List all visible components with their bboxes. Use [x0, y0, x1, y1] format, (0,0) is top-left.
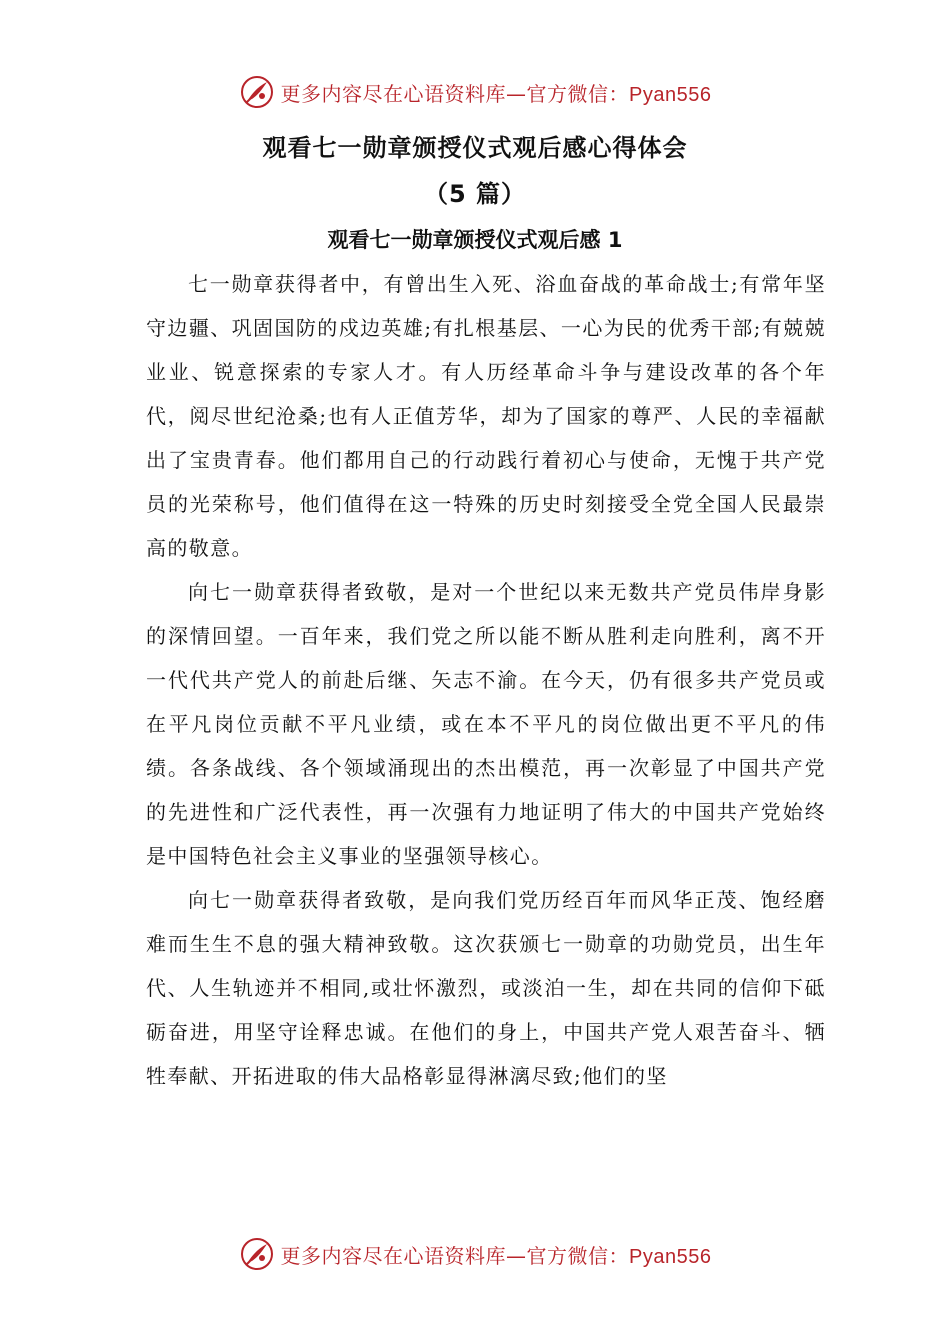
paragraph-2: 向七一勋章获得者致敬，是对一个世纪以来无数共产党员伟岸身影的深情回望。一百年来，我们党之所以能不断从胜利走向胜利，离不开一代代共产党人的前赴后继、矢志不渝。在今天，仍有很多共产党员或在平凡岗位贡献不平凡业绩，或在本不平凡的岗位做出更不平凡的伟绩。各条战线、各个领域涌现出的杰出模范，再一次彰显了中国共产党的先进性和广泛代表性，再一次强有力地证明了伟大的中国共产党始终是中国特色社会主义事业的坚强领导核心。: [146, 580, 826, 868]
quill-logo-icon: [239, 1236, 275, 1272]
header-wechat-id: Pyan556: [629, 83, 712, 106]
quill-logo-icon: [239, 74, 275, 110]
footer-wechat-id: Pyan556: [629, 1245, 712, 1268]
section-title: 观看七一勋章颁授仪式观后感 1: [327, 228, 623, 252]
document-body: [146, 262, 826, 1098]
footer-banner-text: 更多内容尽在心语资料库—官方微信：Pyan556: [280, 1243, 712, 1268]
paragraph-1: 七一勋章获得者中，有曾出生入死、浴血奋战的革命战士;有常年坚守边疆、巩固国防的戍边英雄;有扎根基层、一心为民的优秀干部;有兢兢业业、锐意探索的专家人才。有人历经革命斗争与建设改革的各个年代，阅尽世纪沧桑;也有人正值芳华，却为了国家的尊严、人民的幸福献出了宝贵青春。他们都用自己的行动践行着初心与使命，无愧于共产党员的光荣称号，他们值得在这一特殊的历史时刻接受全党全国人民最崇高的敬意。: [146, 272, 826, 560]
header-banner-text: 更多内容尽在心语资料库—官方微信：Pyan556: [280, 81, 712, 106]
footer-banner: [0, 1232, 950, 1276]
header-banner: [0, 70, 950, 114]
document-title-count: （5 篇）: [423, 180, 527, 208]
document-title: 观看七一勋章颁授仪式观后感心得体会: [262, 134, 688, 162]
paragraph-3: 向七一勋章获得者致敬，是向我们党历经百年而风华正茂、饱经磨难而生生不息的强大精神致敬。这次获颁七一勋章的功勋党员，出生年代、人生轨迹并不相同,或壮怀激烈，或淡泊一生，却在共同的信仰下砥砺奋进，用坚守诠释忠诚。在他们的身上，中国共产党人艰苦奋斗、牺牲奉献、开拓进取的伟大品格彰显得淋漓尽致;他们的坚: [146, 888, 826, 1088]
